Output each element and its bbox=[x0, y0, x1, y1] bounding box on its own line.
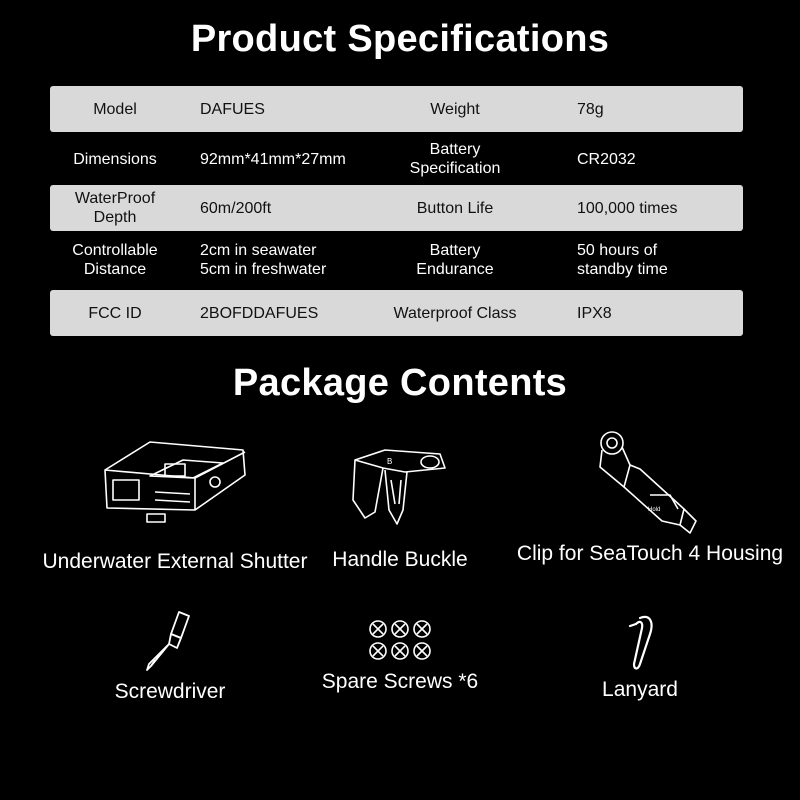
spec-row-model bbox=[50, 86, 743, 132]
spec-value: CR2032 bbox=[577, 150, 636, 168]
svg-text:B: B bbox=[387, 457, 393, 466]
spec-value: 60m/200ft bbox=[200, 199, 272, 217]
spec-key: WaterProof Depth bbox=[74, 190, 156, 226]
spec-value: DAFUES bbox=[200, 100, 265, 118]
handle-buckle-icon bbox=[345, 440, 455, 530]
spec-value: 78g bbox=[577, 100, 604, 118]
spec-key: Battery Endurance bbox=[416, 242, 494, 278]
item-label: Screwdriver bbox=[114, 680, 226, 703]
spec-row-fcc-id bbox=[50, 290, 743, 336]
spec-value: 92mm*41mm*27mm bbox=[200, 150, 346, 168]
item-label: Handle Buckle bbox=[332, 548, 468, 571]
item-label: Underwater External Shutter bbox=[42, 550, 308, 573]
item-label: Spare Screws *6 bbox=[321, 670, 479, 693]
spec-key: Weight bbox=[430, 100, 480, 118]
spec-key: Button Life bbox=[416, 199, 494, 217]
package-item-screwdriver bbox=[70, 608, 270, 704]
package-title: Package Contents bbox=[232, 362, 568, 404]
housing-clip-icon bbox=[590, 425, 710, 540]
spec-value: 50 hours of standby time bbox=[577, 242, 668, 278]
package-item-spare-screws bbox=[310, 618, 490, 694]
package-item-lanyard bbox=[560, 612, 720, 702]
screws-icon bbox=[368, 618, 432, 662]
spec-key: Dimensions bbox=[73, 150, 157, 168]
shutter-remote-icon bbox=[95, 430, 255, 530]
package-item-shutter bbox=[30, 430, 320, 574]
spec-key: Battery Specification bbox=[409, 141, 501, 177]
spec-value: 2BOFDDAFUES bbox=[200, 304, 319, 322]
spec-row-waterproof-depth bbox=[50, 185, 743, 231]
spec-value: IPX8 bbox=[577, 304, 612, 322]
svg-text:Hold: Hold bbox=[648, 507, 661, 513]
lanyard-icon bbox=[610, 612, 670, 674]
spec-value: 2cm in seawater 5cm in freshwater bbox=[200, 242, 327, 278]
spec-key: Waterproof Class bbox=[393, 304, 517, 322]
item-label: Clip for SeaTouch 4 Housing bbox=[516, 542, 784, 565]
spec-row-dimensions bbox=[50, 136, 743, 182]
spec-key: Model bbox=[93, 100, 137, 118]
item-label: Lanyard bbox=[602, 678, 678, 701]
screwdriver-icon bbox=[135, 608, 205, 674]
specifications-title: Product Specifications bbox=[190, 18, 610, 60]
spec-value: 100,000 times bbox=[577, 199, 678, 217]
spec-key: FCC ID bbox=[88, 304, 142, 322]
spec-key: Controllable Distance bbox=[72, 242, 158, 278]
spec-row-controllable-distance bbox=[50, 237, 743, 283]
package-item-handle-buckle bbox=[320, 440, 480, 572]
package-item-housing-clip bbox=[505, 425, 795, 566]
